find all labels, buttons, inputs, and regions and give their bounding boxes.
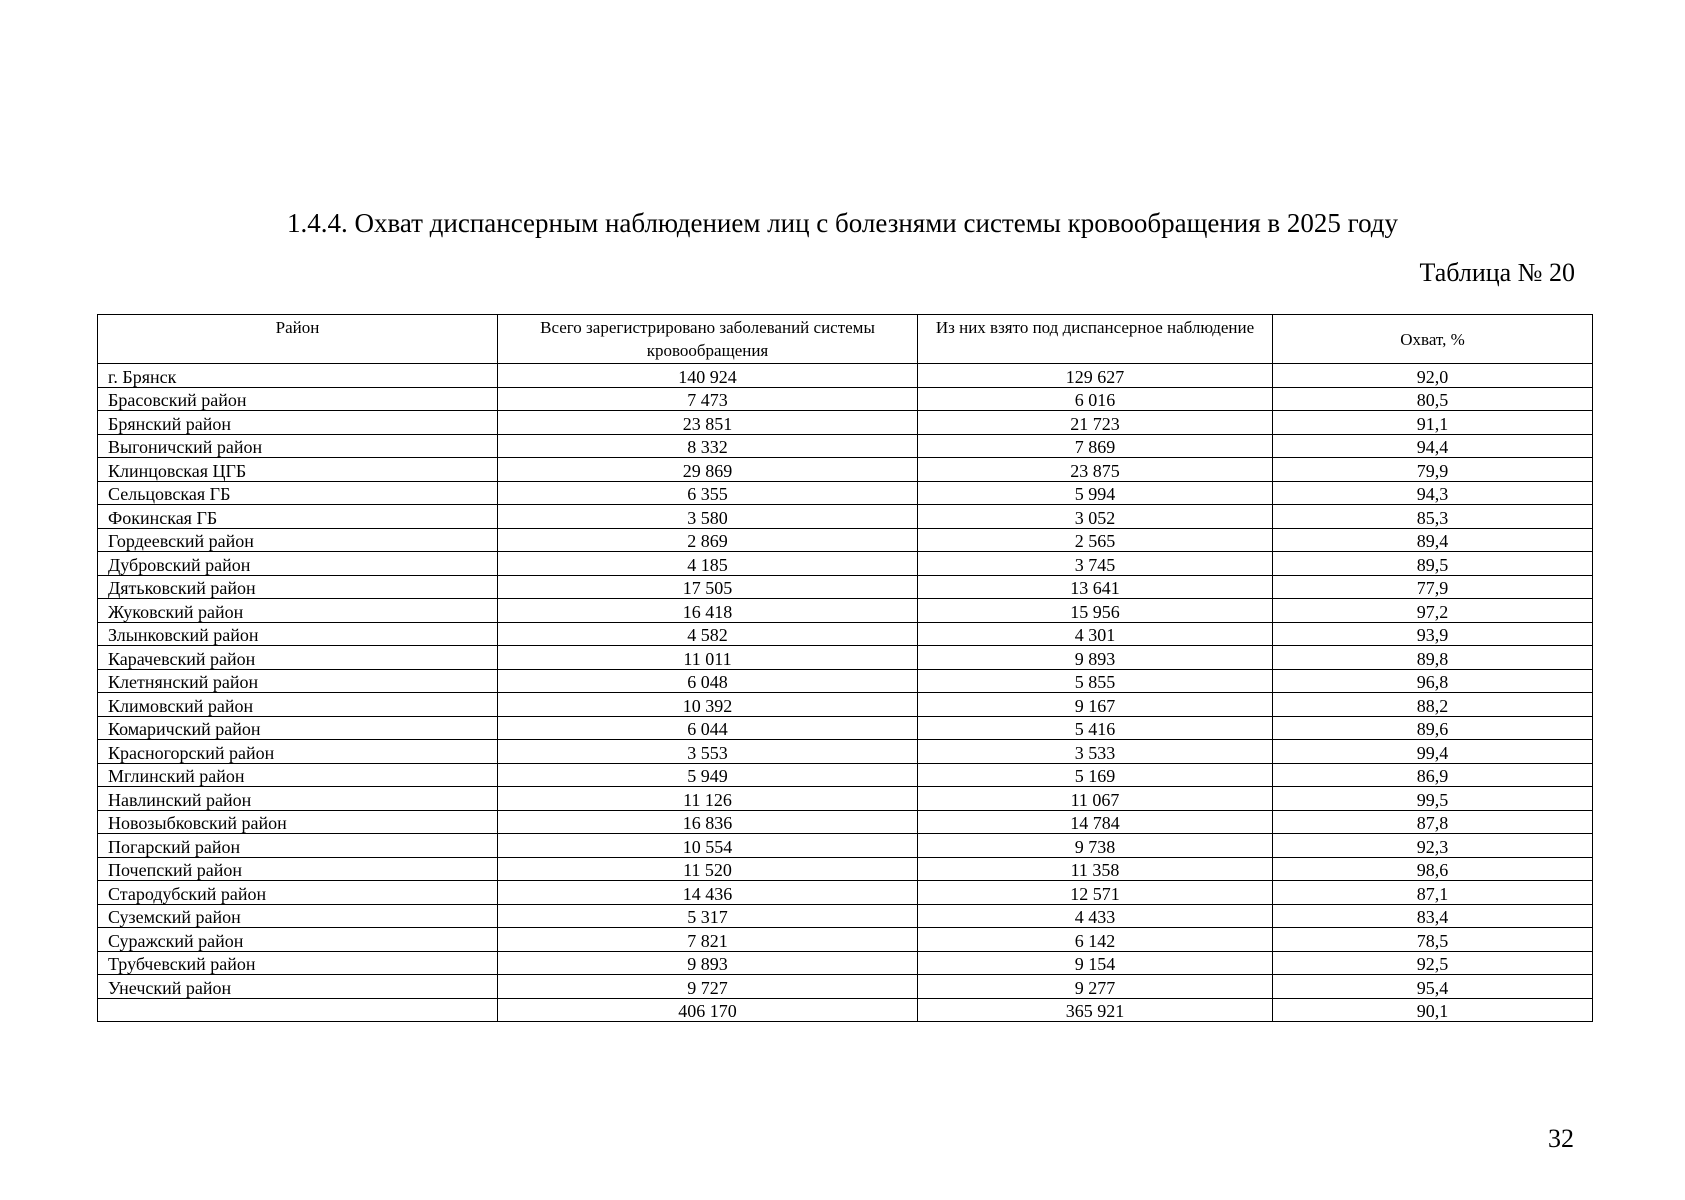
region-cell: Красногорский район: [98, 740, 498, 764]
total-registered-cell: 11 520: [498, 857, 918, 881]
region-cell: Злынковский район: [98, 622, 498, 646]
under-observation-cell: 21 723: [918, 411, 1273, 435]
total-registered-cell: 2 869: [498, 528, 918, 552]
region-cell: Трубчевский район: [98, 951, 498, 975]
coverage-cell: 92,0: [1273, 364, 1593, 388]
under-observation-cell: 5 855: [918, 669, 1273, 693]
region-cell: Жуковский район: [98, 599, 498, 623]
table-row: [98, 740, 1593, 764]
table-row: [98, 458, 1593, 482]
column-header-region: Район: [98, 315, 498, 364]
table-row: [98, 411, 1593, 435]
column-header-total-registered: Всего зарегистрировано заболеваний системы кровообращения: [498, 315, 918, 364]
coverage-cell: 86,9: [1273, 763, 1593, 787]
total-registered-cell: 16 836: [498, 810, 918, 834]
total-registered-cell: 4 185: [498, 552, 918, 576]
under-observation-cell: 6 142: [918, 928, 1273, 952]
under-observation-cell: 5 994: [918, 481, 1273, 505]
total-registered-cell: 5 949: [498, 763, 918, 787]
table-row: [98, 787, 1593, 811]
page-number: 32: [1548, 1124, 1574, 1153]
under-observation-cell: 2 565: [918, 528, 1273, 552]
under-observation-cell: 365 921: [918, 998, 1273, 1022]
total-registered-cell: 29 869: [498, 458, 918, 482]
under-observation-cell: 6 016: [918, 387, 1273, 411]
table-row: [98, 857, 1593, 881]
under-observation-cell: 9 167: [918, 693, 1273, 717]
column-header-coverage: Охват, %: [1273, 315, 1593, 364]
table-row: [98, 951, 1593, 975]
total-registered-cell: 11 011: [498, 646, 918, 670]
table-row: [98, 528, 1593, 552]
region-cell: Погарский район: [98, 834, 498, 858]
table-row: [98, 904, 1593, 928]
region-cell: Унечский район: [98, 975, 498, 999]
total-registered-cell: 406 170: [498, 998, 918, 1022]
total-registered-cell: 23 851: [498, 411, 918, 435]
coverage-table: [97, 314, 1593, 1022]
coverage-cell: 87,8: [1273, 810, 1593, 834]
coverage-cell: 80,5: [1273, 387, 1593, 411]
coverage-cell: 99,5: [1273, 787, 1593, 811]
under-observation-cell: 9 738: [918, 834, 1273, 858]
coverage-cell: 94,4: [1273, 434, 1593, 458]
total-registered-cell: 10 392: [498, 693, 918, 717]
region-cell: Климовский район: [98, 693, 498, 717]
page-title: 1.4.4. Охват диспансерным наблюдением лиц с болезнями системы кровообращения в 2025 году: [286, 208, 1399, 238]
table-row: [98, 881, 1593, 905]
total-registered-cell: 16 418: [498, 599, 918, 623]
under-observation-cell: 9 154: [918, 951, 1273, 975]
region-cell: Суражский район: [98, 928, 498, 952]
coverage-cell: 92,3: [1273, 834, 1593, 858]
under-observation-cell: 7 869: [918, 434, 1273, 458]
total-registered-cell: 7 473: [498, 387, 918, 411]
under-observation-cell: 9 277: [918, 975, 1273, 999]
region-cell: Суземский район: [98, 904, 498, 928]
region-cell: Клетнянский район: [98, 669, 498, 693]
under-observation-cell: 5 169: [918, 763, 1273, 787]
total-registered-cell: 3 580: [498, 505, 918, 529]
coverage-cell: 85,3: [1273, 505, 1593, 529]
coverage-cell: 97,2: [1273, 599, 1593, 623]
under-observation-cell: 5 416: [918, 716, 1273, 740]
coverage-cell: 89,8: [1273, 646, 1593, 670]
total-registered-cell: 3 553: [498, 740, 918, 764]
table-row: [98, 505, 1593, 529]
region-cell: [98, 998, 498, 1022]
coverage-cell: 93,9: [1273, 622, 1593, 646]
coverage-cell: 77,9: [1273, 575, 1593, 599]
table-row: [98, 669, 1593, 693]
column-header-under-observation: Из них взято под диспансерное наблюдение: [918, 315, 1273, 364]
total-registered-cell: 7 821: [498, 928, 918, 952]
total-registered-cell: 5 317: [498, 904, 918, 928]
under-observation-cell: 3 052: [918, 505, 1273, 529]
under-observation-cell: 9 893: [918, 646, 1273, 670]
region-cell: г. Брянск: [98, 364, 498, 388]
table-row: [98, 716, 1593, 740]
region-cell: Брянский район: [98, 411, 498, 435]
coverage-cell: 99,4: [1273, 740, 1593, 764]
under-observation-cell: 13 641: [918, 575, 1273, 599]
under-observation-cell: 11 358: [918, 857, 1273, 881]
table-row: [98, 975, 1593, 999]
total-registered-cell: 4 582: [498, 622, 918, 646]
coverage-cell: 96,8: [1273, 669, 1593, 693]
total-registered-cell: 8 332: [498, 434, 918, 458]
region-cell: Дятьковский район: [98, 575, 498, 599]
table-row: [98, 810, 1593, 834]
under-observation-cell: 23 875: [918, 458, 1273, 482]
region-cell: Брасовский район: [98, 387, 498, 411]
region-cell: Карачевский район: [98, 646, 498, 670]
table-row: [98, 387, 1593, 411]
under-observation-cell: 11 067: [918, 787, 1273, 811]
region-cell: Почепский район: [98, 857, 498, 881]
coverage-cell: 89,4: [1273, 528, 1593, 552]
coverage-cell: 89,6: [1273, 716, 1593, 740]
total-registered-cell: 6 048: [498, 669, 918, 693]
coverage-cell: 83,4: [1273, 904, 1593, 928]
coverage-cell: 88,2: [1273, 693, 1593, 717]
table-row: [98, 646, 1593, 670]
coverage-cell: 89,5: [1273, 552, 1593, 576]
coverage-cell: 95,4: [1273, 975, 1593, 999]
region-cell: Фокинская ГБ: [98, 505, 498, 529]
total-registered-cell: 9 727: [498, 975, 918, 999]
coverage-cell: 87,1: [1273, 881, 1593, 905]
under-observation-cell: 14 784: [918, 810, 1273, 834]
total-registered-cell: 6 355: [498, 481, 918, 505]
region-cell: Новозыбковский район: [98, 810, 498, 834]
under-observation-cell: 129 627: [918, 364, 1273, 388]
table-label: Таблица № 20: [1419, 258, 1575, 287]
under-observation-cell: 4 433: [918, 904, 1273, 928]
total-registered-cell: 11 126: [498, 787, 918, 811]
table-row: [98, 622, 1593, 646]
region-cell: Мглинский район: [98, 763, 498, 787]
table-header-row: [98, 315, 1593, 364]
table-row: [98, 599, 1593, 623]
table-row: [98, 575, 1593, 599]
coverage-cell: 79,9: [1273, 458, 1593, 482]
table-row: [98, 928, 1593, 952]
under-observation-cell: 3 533: [918, 740, 1273, 764]
coverage-cell: 91,1: [1273, 411, 1593, 435]
region-cell: Клинцовская ЦГБ: [98, 458, 498, 482]
region-cell: Выгоничский район: [98, 434, 498, 458]
table-row: [98, 763, 1593, 787]
total-registered-cell: 140 924: [498, 364, 918, 388]
coverage-cell: 92,5: [1273, 951, 1593, 975]
region-cell: Сельцовская ГБ: [98, 481, 498, 505]
table-row: [98, 552, 1593, 576]
coverage-cell: 94,3: [1273, 481, 1593, 505]
total-registered-cell: 10 554: [498, 834, 918, 858]
coverage-cell: 78,5: [1273, 928, 1593, 952]
region-cell: Комаричский район: [98, 716, 498, 740]
table-row: [98, 434, 1593, 458]
under-observation-cell: 12 571: [918, 881, 1273, 905]
table-row: [98, 364, 1593, 388]
table-body: [98, 364, 1593, 1022]
total-registered-cell: 17 505: [498, 575, 918, 599]
total-registered-cell: 9 893: [498, 951, 918, 975]
total-registered-cell: 14 436: [498, 881, 918, 905]
coverage-cell: 98,6: [1273, 857, 1593, 881]
under-observation-cell: 3 745: [918, 552, 1273, 576]
coverage-cell: 90,1: [1273, 998, 1593, 1022]
under-observation-cell: 15 956: [918, 599, 1273, 623]
total-registered-cell: 6 044: [498, 716, 918, 740]
table-row: [98, 693, 1593, 717]
table-row: [98, 998, 1593, 1022]
table-row: [98, 834, 1593, 858]
table-row: [98, 481, 1593, 505]
region-cell: Стародубский район: [98, 881, 498, 905]
region-cell: Навлинский район: [98, 787, 498, 811]
region-cell: Гордеевский район: [98, 528, 498, 552]
region-cell: Дубровский район: [98, 552, 498, 576]
under-observation-cell: 4 301: [918, 622, 1273, 646]
